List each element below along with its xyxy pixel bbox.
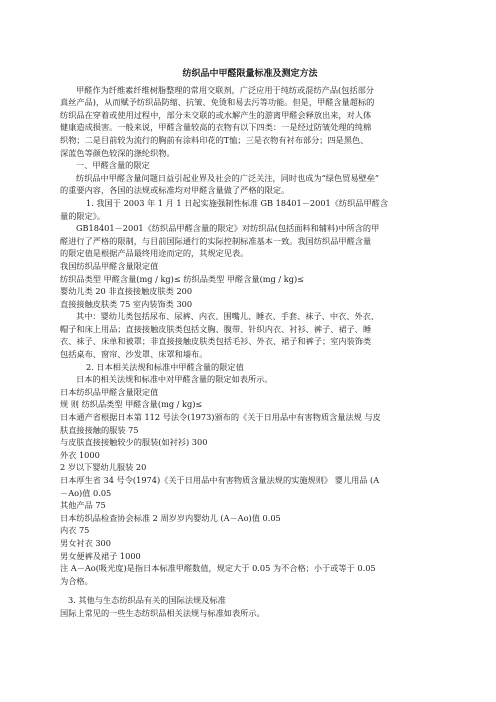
paragraph-line: 衣、袜子、床单和被罩；非直接接触皮肤类包括毛衫、外衣、裙子和裤子；室内装饰类 [60,336,372,347]
table-row: 日本通产省根据日本第 112 号法令(1973)颁布的《关于日用品中有害物质含量法规 与皮 [60,412,381,423]
table-row: 男女衬衣 300 [60,537,111,548]
table-row: 直接接触皮肤类 75 室内装饰类 300 [60,298,193,309]
table-row: 与皮肤直接接触较少的服装(如衬衫) 300 [60,437,208,448]
table-row: －Ao)值 0.05 [60,487,112,498]
document-body [60,68,440,620]
paragraph-line: 真丝产品)，从而赋予纺织品防缩、抗皱、免烫和易去污等功能。但是，甲醛含量超标的 [60,97,375,108]
table-row: 婴幼儿类 20 非直接接触皮肤类 200 [60,286,193,297]
table-header-line: 纺织品类型 甲醛含量(mg / kg)≤ 纺织品类型 甲醛含量(mg / kg)≤ [60,273,305,284]
paragraph-line: 纺织品在穿着或使用过程中，部分未交联的或水解产生的游离甲醛会释放出来，对人体 [60,109,372,120]
paragraph-line: 甲醛作为纤维素纤维树脂整理的常用交联剂，广泛应用于纯纺或混纺产品(包括部分 [76,84,374,95]
paragraph-line: GB18401－2001《纺织品甲醛含量的限定》对纺织品(包括面料和辅料)中所含的甲 [76,223,380,234]
subsection-heading: 3. 其他与生态纺织品有关的国际法规及标准 [68,595,226,606]
paragraph-line: 其中：婴幼儿类包括尿布、尿裤、内衣、围嘴儿、睡衣、手套、袜子、中衣、外衣、 [76,311,379,322]
table-row: 内衣 75 [60,525,90,536]
paragraph-line: 的重要内容，各国的法规或标准均对甲醛含量做了严格的限定。 [60,185,290,196]
table-row: 其他产品 75 [60,500,106,511]
table-note: 注 A－Ao(吸光度)是指日本标准甲醛数值，规定大于 0.05 为不合格；小于或等于 0.05 [60,563,376,574]
paragraph-line: 纺织品中甲醛含量问题日益引起业界及社会的广泛关注，同时也成为“绿色贸易壁垒” [76,172,380,183]
table-row: 日本纺织品检查协会标准 2 周岁岁内婴幼儿 (A－Ao)值 0.05 [60,512,281,523]
paragraph-line: 健康造成损害。一般来说，甲醛含量较高的衣物有以下四类：一是经过防皱处理的纯棉 [60,122,372,133]
table-note: 为合格。 [60,575,93,586]
paragraph-line: 包括桌布、窗帘、沙发罩、床罩和墙布。 [60,349,208,360]
table-row: 日本厚生省 34 号令(1974)《关于日用品中有害物质含量法规的实施规则》 婴儿用品 (A [60,475,380,485]
table-row: 男女便裤及裙子 1000 [60,550,141,561]
table-row: 2 岁以下婴幼儿服装 20 [60,462,147,473]
paragraph-line: 帽子和床上用品；直接接触皮肤类包括文胸、腹带、针织内衣、衬衫、裤子、裙子、睡 [60,323,372,334]
paragraph-line: 织物；二是目前较为流行的胸前有涂料印花的T恤；三是衣物有衬布部分；四是黑色、 [60,134,369,145]
section-heading: 一、甲醛含量的限定 [76,160,150,171]
table-caption: 我国纺织品甲醛含量限定值 [60,260,159,271]
table-row: 肤直接接触的服装 75 [60,424,139,435]
table-caption: 日本纺织品甲醛含量限定值 [60,386,159,397]
subsection-heading: 1. 我国于 2003 年 1 月 1 日起实施强制性标准 GB 18401－2001《纺织品甲醛含 [86,197,389,208]
paragraph-line: 深蓝色等颜色较深的涤纶织物。 [60,147,175,158]
subsection-heading: 2. 日本相关法规和标准中甲醛含量的限定值 [86,361,244,372]
paragraph-line: 量的限定》。 [60,210,106,221]
paragraph-line: 的限定值是根据产品最终用途而定的，其规定见表。 [60,248,249,259]
paragraph-line: 国际上常见的一些生态纺织品相关法规与标准如表所示。 [60,607,265,618]
paragraph-line: 日本的相关法规和标准中对甲醛含量的限定如表所示。 [76,374,273,385]
table-row: 外衣 1000 [60,449,100,460]
table-header-line: 规 则 纺织品类型 甲醛含量(mg / kg)≤ [60,399,203,410]
paragraph-line: 醛进行了严格的限制，与目前国际通行的实际控制标准基本一致。我国纺织品甲醛含量 [60,235,372,246]
document-title: 纺织品中甲醛限量标准及测定方法 [182,69,318,79]
